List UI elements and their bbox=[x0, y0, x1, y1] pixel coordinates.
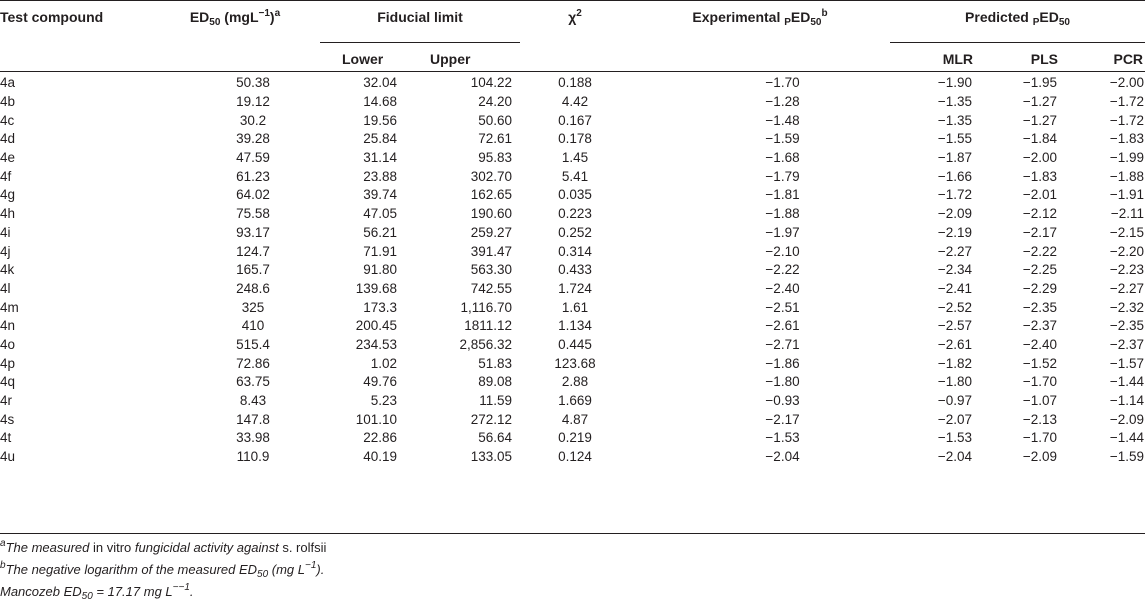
predicted-p-subscript: P bbox=[1032, 17, 1040, 28]
table-row bbox=[0, 149, 1145, 168]
cell-ed50: 64.02 bbox=[236, 187, 270, 203]
cell-pcr: −2.32 bbox=[1109, 299, 1145, 315]
cell-compound: 4a bbox=[0, 75, 16, 91]
cell-mlr: −2.57 bbox=[937, 318, 973, 334]
experimental-ed-subscript: 50 bbox=[810, 17, 822, 28]
footnote-b-subscript: 50 bbox=[257, 569, 269, 580]
footnote-a-activity: fungicidal activity against bbox=[134, 540, 279, 555]
mancozeb-close: . bbox=[189, 584, 194, 599]
cell-experimental: −1.97 bbox=[765, 224, 800, 240]
header-upper: Upper bbox=[430, 50, 471, 67]
table-row bbox=[0, 167, 1145, 186]
table-row bbox=[0, 448, 1145, 467]
cell-upper: 56.64 bbox=[478, 430, 513, 446]
cell-lower: 49.76 bbox=[363, 374, 397, 390]
cell-lower: 71.91 bbox=[363, 243, 397, 259]
cell-ed50: 33.98 bbox=[236, 430, 270, 446]
cell-chi-square: 123.68 bbox=[554, 355, 596, 371]
cell-experimental: −1.86 bbox=[765, 355, 800, 371]
cell-experimental: −1.79 bbox=[765, 168, 800, 184]
cell-pcr: −1.72 bbox=[1109, 112, 1145, 128]
cell-compound: 4j bbox=[0, 243, 11, 259]
cell-compound: 4t bbox=[0, 430, 12, 446]
cell-pls: −2.17 bbox=[1022, 224, 1058, 240]
cell-upper: 104.22 bbox=[470, 75, 513, 91]
header-ed50 bbox=[150, 0, 320, 43]
cell-compound: 4r bbox=[0, 393, 13, 409]
ed50-footnote-mark: a bbox=[274, 8, 281, 19]
table-row bbox=[0, 242, 1145, 261]
cell-mlr: −2.27 bbox=[937, 243, 973, 259]
cell-upper: 11.59 bbox=[479, 393, 513, 409]
cell-chi-square: 0.314 bbox=[558, 243, 592, 259]
footnote-b bbox=[0, 559, 1145, 581]
cell-mlr: −2.41 bbox=[937, 280, 973, 296]
cell-upper: 1811.12 bbox=[464, 318, 513, 334]
cell-pls: −1.95 bbox=[1022, 75, 1058, 91]
cell-lower: 200.45 bbox=[355, 318, 397, 334]
cell-mlr: −2.07 bbox=[937, 411, 973, 427]
cell-pcr: −1.44 bbox=[1109, 374, 1145, 390]
cell-pls: −2.22 bbox=[1022, 243, 1058, 259]
cell-mlr: −0.97 bbox=[937, 393, 973, 409]
cell-mlr: −2.04 bbox=[937, 449, 973, 465]
cell-pls: −2.09 bbox=[1022, 449, 1058, 465]
table-footnotes bbox=[0, 537, 1145, 603]
cell-experimental: −1.59 bbox=[765, 131, 800, 147]
table-row bbox=[0, 410, 1145, 429]
table-row bbox=[0, 336, 1145, 355]
cell-pcr: −1.88 bbox=[1109, 168, 1145, 184]
cell-pcr: −2.11 bbox=[1110, 206, 1145, 222]
cell-pls: −1.27 bbox=[1022, 112, 1058, 128]
table-row bbox=[0, 280, 1145, 299]
table-row bbox=[0, 205, 1145, 224]
cell-ed50: 39.28 bbox=[236, 131, 270, 147]
cell-ed50: 75.58 bbox=[236, 206, 270, 222]
footnote-b-unit: (mg L bbox=[268, 562, 305, 577]
chi-exponent: 2 bbox=[576, 8, 582, 19]
cell-lower: 234.53 bbox=[355, 336, 397, 352]
cell-pls: −2.40 bbox=[1022, 336, 1058, 352]
mancozeb-value: = 17.17 mg L bbox=[92, 584, 173, 599]
experimental-footnote-mark: b bbox=[821, 8, 828, 19]
table-row bbox=[0, 429, 1145, 448]
cell-mlr: −1.82 bbox=[937, 355, 973, 371]
cell-chi-square: 4.87 bbox=[561, 411, 589, 427]
cell-lower: 31.14 bbox=[363, 150, 397, 166]
cell-compound: 4b bbox=[0, 94, 16, 110]
cell-upper: 51.83 bbox=[478, 355, 513, 371]
cell-ed50: 8.43 bbox=[239, 393, 267, 409]
cell-lower: 5.23 bbox=[370, 393, 397, 409]
cell-experimental: −2.61 bbox=[765, 318, 800, 334]
cell-pcr: −1.91 bbox=[1109, 187, 1145, 203]
cell-compound: 4p bbox=[0, 355, 16, 371]
cell-pcr: −2.00 bbox=[1109, 75, 1145, 91]
cell-compound: 4d bbox=[0, 131, 16, 147]
cell-ed50: 147.8 bbox=[236, 411, 270, 427]
cell-ed50: 110.9 bbox=[236, 449, 270, 465]
cell-pcr: −2.20 bbox=[1109, 243, 1145, 259]
cell-chi-square: 5.41 bbox=[561, 168, 589, 184]
cell-experimental: −1.80 bbox=[765, 374, 800, 390]
header-fiducial-limit: Fiducial limit bbox=[320, 0, 520, 43]
header-pls: PLS bbox=[1030, 50, 1059, 67]
table-row bbox=[0, 93, 1145, 112]
cell-lower: 23.88 bbox=[363, 168, 397, 184]
ed50-unit-close: ) bbox=[269, 9, 275, 25]
cell-mlr: −1.66 bbox=[937, 168, 973, 184]
cell-compound: 4n bbox=[0, 318, 16, 334]
cell-pcr: −1.59 bbox=[1109, 449, 1145, 465]
cell-compound: 4s bbox=[0, 411, 15, 427]
table-row bbox=[0, 354, 1145, 373]
cell-mlr: −1.35 bbox=[937, 94, 973, 110]
cell-compound: 4q bbox=[0, 374, 16, 390]
cell-mlr: −2.52 bbox=[937, 299, 973, 315]
mancozeb-subscript: 50 bbox=[81, 591, 93, 602]
cell-pls: −2.37 bbox=[1022, 318, 1058, 334]
cell-pls: −1.52 bbox=[1022, 355, 1058, 371]
cell-ed50: 72.86 bbox=[236, 355, 270, 371]
cell-compound: 4k bbox=[0, 262, 15, 278]
cell-experimental: −2.71 bbox=[765, 336, 800, 352]
cell-experimental: −2.17 bbox=[765, 411, 800, 427]
mancozeb-text: Mancozeb ED bbox=[0, 584, 82, 599]
cell-pls: −2.25 bbox=[1022, 262, 1058, 278]
header-blank-1 bbox=[0, 43, 150, 75]
cell-pls: −2.29 bbox=[1022, 280, 1058, 296]
cell-pcr: −1.57 bbox=[1109, 355, 1145, 371]
cell-pcr: −1.14 bbox=[1109, 393, 1145, 409]
header-predicted bbox=[890, 0, 1145, 43]
cell-ed50: 325 bbox=[241, 299, 265, 315]
footnote-b-exponent: −1 bbox=[305, 560, 317, 571]
cell-upper: 259.27 bbox=[470, 224, 513, 240]
cell-pcr: −2.09 bbox=[1109, 411, 1145, 427]
cell-upper: 1,116.70 bbox=[460, 299, 513, 315]
cell-compound: 4i bbox=[0, 224, 11, 240]
cell-lower: 22.86 bbox=[363, 430, 397, 446]
cell-lower: 40.19 bbox=[363, 449, 397, 465]
cell-upper: 391.47 bbox=[470, 243, 513, 259]
cell-pcr: −1.72 bbox=[1109, 94, 1145, 110]
cell-upper: 272.12 bbox=[470, 411, 513, 427]
cell-compound: 4h bbox=[0, 206, 16, 222]
cell-ed50: 61.23 bbox=[236, 168, 270, 184]
header-test-compound: Test compound bbox=[0, 9, 104, 25]
table-row bbox=[0, 261, 1145, 280]
header-chi-square bbox=[520, 0, 630, 43]
cell-chi-square: 1.134 bbox=[558, 318, 592, 334]
cell-experimental: −2.51 bbox=[765, 299, 800, 315]
experimental-ed-label: ED bbox=[790, 9, 811, 25]
cell-lower: 14.68 bbox=[363, 94, 397, 110]
cell-experimental: −1.70 bbox=[765, 75, 800, 91]
header-pcr: PCR bbox=[1113, 50, 1144, 67]
cell-lower: 25.84 bbox=[363, 131, 397, 147]
cell-ed50: 19.12 bbox=[236, 94, 270, 110]
cell-chi-square: 0.219 bbox=[558, 430, 592, 446]
cell-chi-square: 0.124 bbox=[558, 449, 592, 465]
cell-lower: 19.56 bbox=[363, 112, 397, 128]
cell-chi-square: 1.45 bbox=[561, 150, 589, 166]
cell-experimental: −1.68 bbox=[765, 150, 800, 166]
cell-pcr: −2.37 bbox=[1109, 336, 1145, 352]
cell-ed50: 165.7 bbox=[236, 262, 270, 278]
cell-compound: 4g bbox=[0, 187, 16, 203]
cell-pcr: −1.99 bbox=[1109, 150, 1145, 166]
cell-pcr: −2.27 bbox=[1109, 280, 1145, 296]
table-row bbox=[0, 224, 1145, 243]
experimental-label: Experimental bbox=[692, 9, 785, 25]
cell-chi-square: 0.167 bbox=[558, 112, 592, 128]
cell-compound: 4m bbox=[0, 299, 19, 315]
header-experimental bbox=[630, 0, 890, 43]
cell-chi-square: 4.42 bbox=[561, 94, 589, 110]
cell-upper: 72.61 bbox=[478, 131, 513, 147]
cell-pls: −2.00 bbox=[1022, 150, 1058, 166]
cell-pls: −2.12 bbox=[1022, 206, 1058, 222]
cell-compound: 4l bbox=[0, 280, 11, 296]
cell-upper: 162.65 bbox=[470, 187, 513, 203]
cell-experimental: −1.53 bbox=[765, 430, 800, 446]
cell-mlr: −1.35 bbox=[937, 112, 973, 128]
cell-chi-square: 0.445 bbox=[558, 336, 592, 352]
table-row bbox=[0, 74, 1145, 93]
cell-upper: 95.83 bbox=[478, 150, 513, 166]
footnote-b-text: The negative logarithm of the measured ED bbox=[5, 562, 258, 577]
cell-lower: 47.05 bbox=[363, 206, 397, 222]
cell-upper: 563.30 bbox=[470, 262, 513, 278]
table-row bbox=[0, 317, 1145, 336]
cell-chi-square: 1.669 bbox=[558, 393, 592, 409]
cell-pls: −1.70 bbox=[1022, 430, 1058, 446]
cell-pls: −1.27 bbox=[1022, 94, 1058, 110]
cell-lower: 32.04 bbox=[363, 75, 397, 91]
cell-mlr: −1.80 bbox=[937, 374, 973, 390]
cell-lower: 39.74 bbox=[363, 187, 397, 203]
cell-mlr: −2.61 bbox=[937, 336, 973, 352]
table-row bbox=[0, 186, 1145, 205]
cell-upper: 89.08 bbox=[478, 374, 513, 390]
cell-ed50: 50.38 bbox=[236, 75, 270, 91]
cell-ed50: 124.7 bbox=[236, 243, 270, 259]
table-row bbox=[0, 298, 1145, 317]
cell-ed50: 30.2 bbox=[239, 112, 267, 128]
cell-upper: 302.70 bbox=[470, 168, 513, 184]
cell-pls: −2.01 bbox=[1022, 187, 1058, 203]
cell-chi-square: 0.035 bbox=[558, 187, 592, 203]
table-row bbox=[0, 373, 1145, 392]
cell-pls: −2.35 bbox=[1022, 299, 1058, 315]
ed50-unit-exponent: −1 bbox=[258, 8, 270, 19]
cell-mlr: −1.87 bbox=[937, 150, 973, 166]
cell-experimental: −2.10 bbox=[765, 243, 800, 259]
cell-compound: 4o bbox=[0, 336, 16, 352]
table-row bbox=[0, 130, 1145, 149]
cell-chi-square: 0.178 bbox=[558, 131, 592, 147]
table-body bbox=[0, 74, 1145, 466]
cell-experimental: −1.88 bbox=[765, 206, 800, 222]
cell-experimental: −2.22 bbox=[765, 262, 800, 278]
ed50-unit: (mgL bbox=[220, 9, 259, 25]
header-lower: Lower bbox=[342, 50, 384, 67]
cell-chi-square: 1.724 bbox=[558, 280, 592, 296]
cell-lower: 173.3 bbox=[363, 299, 397, 315]
cell-upper: 742.55 bbox=[470, 280, 513, 296]
cell-mlr: −1.90 bbox=[937, 75, 973, 91]
cell-mlr: −2.09 bbox=[937, 206, 973, 222]
cell-pcr: −2.35 bbox=[1109, 318, 1145, 334]
header-blank-4 bbox=[630, 43, 890, 75]
cell-mlr: −2.34 bbox=[937, 262, 973, 278]
footnote-b-mark: b bbox=[0, 560, 6, 571]
cell-experimental: −0.93 bbox=[765, 393, 800, 409]
cell-pcr: −1.83 bbox=[1109, 131, 1145, 147]
cell-lower: 91.80 bbox=[363, 262, 397, 278]
cell-upper: 50.60 bbox=[478, 112, 513, 128]
mancozeb-exponent: −−1 bbox=[172, 582, 190, 593]
cell-experimental: −1.48 bbox=[765, 112, 800, 128]
cell-pls: −1.83 bbox=[1022, 168, 1058, 184]
bottom-rule bbox=[0, 533, 1145, 534]
footnote-mancozeb bbox=[0, 581, 1145, 603]
cell-compound: 4e bbox=[0, 150, 16, 166]
cell-lower: 101.10 bbox=[355, 411, 397, 427]
cell-chi-square: 1.61 bbox=[561, 299, 589, 315]
cell-pcr: −2.23 bbox=[1109, 262, 1145, 278]
cell-chi-square: 0.188 bbox=[558, 75, 592, 91]
header-blank-2 bbox=[150, 43, 320, 75]
header-blank-3 bbox=[520, 43, 630, 75]
cell-experimental: −1.81 bbox=[765, 187, 800, 203]
footnote-b-close: ). bbox=[316, 562, 325, 577]
cell-pcr: −1.44 bbox=[1109, 430, 1145, 446]
cell-ed50: 63.75 bbox=[236, 374, 270, 390]
cell-pls: −1.84 bbox=[1022, 131, 1058, 147]
cell-ed50: 47.59 bbox=[236, 150, 270, 166]
footnote-a-in-vitro: in vitro bbox=[89, 540, 135, 555]
cell-pls: −1.70 bbox=[1022, 374, 1058, 390]
cell-ed50: 410 bbox=[241, 318, 265, 334]
footnote-a bbox=[0, 537, 1145, 559]
cell-pls: −1.07 bbox=[1022, 393, 1058, 409]
chi-symbol: χ bbox=[568, 9, 577, 25]
predicted-ed-subscript: 50 bbox=[1058, 17, 1070, 28]
predicted-label: Predicted bbox=[965, 9, 1033, 25]
cell-mlr: −1.72 bbox=[937, 187, 973, 203]
cell-experimental: −2.04 bbox=[765, 449, 800, 465]
cell-upper: 133.05 bbox=[470, 449, 513, 465]
cell-mlr: −1.55 bbox=[937, 131, 973, 147]
cell-experimental: −1.28 bbox=[765, 94, 800, 110]
cell-ed50: 248.6 bbox=[236, 280, 270, 296]
cell-upper: 190.60 bbox=[470, 206, 513, 222]
cell-experimental: −2.40 bbox=[765, 280, 800, 296]
cell-lower: 139.68 bbox=[355, 280, 397, 296]
predicted-ed-label: ED bbox=[1039, 9, 1059, 25]
cell-upper: 24.20 bbox=[478, 94, 513, 110]
cell-chi-square: 2.88 bbox=[561, 374, 589, 390]
cell-chi-square: 0.433 bbox=[558, 262, 592, 278]
cell-ed50: 515.4 bbox=[236, 336, 270, 352]
ed50-label: ED bbox=[189, 9, 210, 25]
footnote-a-mark: a bbox=[0, 538, 6, 549]
cell-ed50: 93.17 bbox=[236, 224, 270, 240]
cell-mlr: −2.19 bbox=[937, 224, 973, 240]
cell-upper: 2,856.32 bbox=[459, 336, 513, 352]
cell-pcr: −2.15 bbox=[1109, 224, 1145, 240]
table-row bbox=[0, 392, 1145, 411]
experimental-p-subscript: P bbox=[784, 17, 791, 28]
header-mlr: MLR bbox=[942, 50, 974, 67]
cell-compound: 4f bbox=[0, 168, 12, 184]
footnote-a-species: s. rolfsii bbox=[278, 540, 327, 555]
cell-lower: 56.21 bbox=[363, 224, 397, 240]
footnote-a-text: The measured bbox=[5, 540, 90, 555]
cell-compound: 4c bbox=[0, 112, 15, 128]
ed50-subscript: 50 bbox=[209, 17, 221, 28]
cell-pls: −2.13 bbox=[1022, 411, 1058, 427]
table-row bbox=[0, 111, 1145, 130]
cell-lower: 1.02 bbox=[370, 355, 397, 371]
cell-chi-square: 0.223 bbox=[558, 206, 592, 222]
cell-mlr: −1.53 bbox=[937, 430, 973, 446]
cell-compound: 4u bbox=[0, 449, 16, 465]
cell-chi-square: 0.252 bbox=[558, 224, 592, 240]
